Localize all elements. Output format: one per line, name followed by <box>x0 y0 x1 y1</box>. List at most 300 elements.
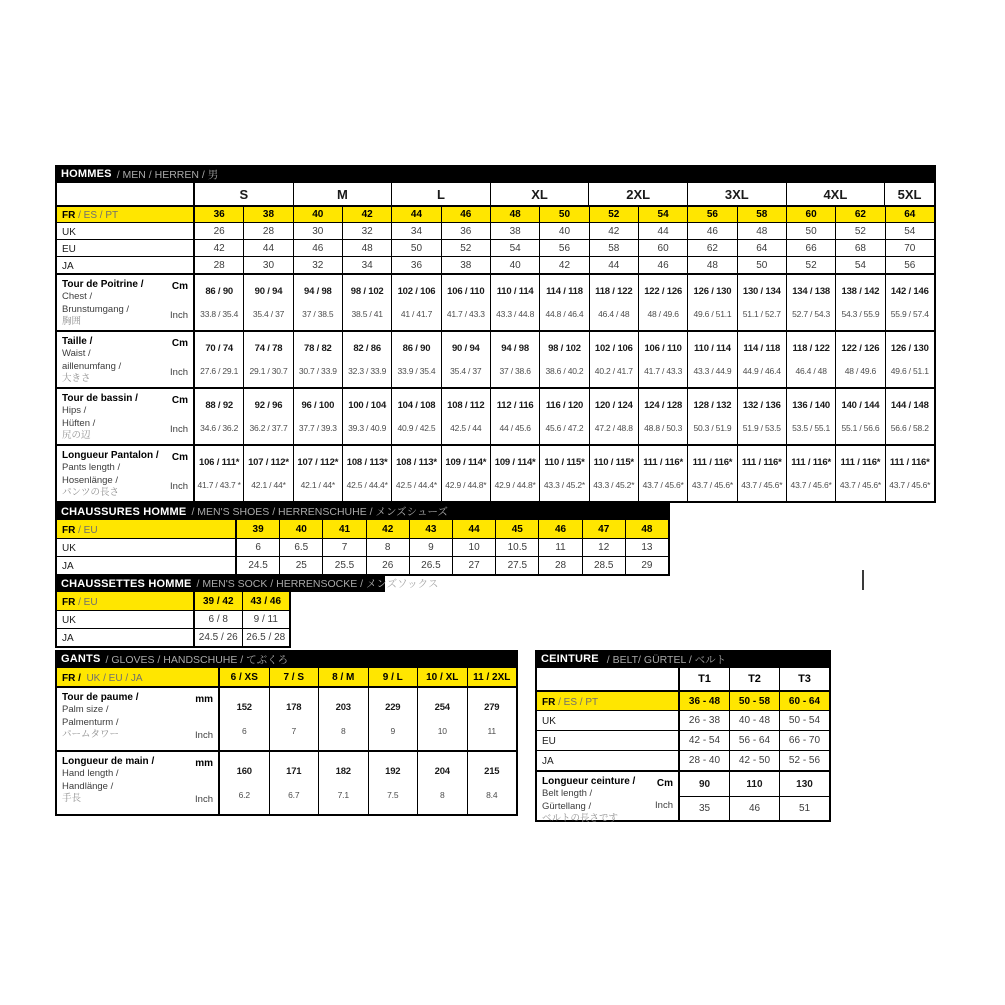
belt-t-row-spacer <box>537 668 680 690</box>
gloves-table <box>55 650 518 816</box>
gloves-measurement-label-line: Tour de paume / <box>62 692 139 703</box>
men-ja-value: 32 <box>293 257 342 273</box>
gloves-size-value: 10 / XL <box>417 668 467 686</box>
men-fr-label-secondary: / ES / PT <box>75 210 119 221</box>
unit-inch-label: Inch <box>170 367 188 378</box>
inch-value: 43.3 / 45.2* <box>543 479 585 490</box>
inch-value: 46.4 / 48 <box>598 308 630 319</box>
unit-cm-label: Cm <box>656 778 673 789</box>
men-header-subtitle: / MEN / HERREN / 男 <box>116 168 219 181</box>
belt-fr-label-secondary: / ES / PT <box>555 696 599 708</box>
cm-value: 111 / 116* <box>692 457 733 469</box>
gloves-measurement-cell <box>467 752 517 814</box>
cm-value: 132 / 136 <box>742 400 781 412</box>
men-measurement-label <box>57 446 195 501</box>
belt-uk-row <box>537 710 829 730</box>
socks-grid <box>55 592 291 648</box>
mm-value: 254 <box>434 701 450 713</box>
men-measurement-cell <box>786 275 835 330</box>
men-measurement-cell <box>638 389 687 444</box>
unit-inch-label: Inch <box>170 310 188 321</box>
inch-value: 44.9 / 46.4 <box>742 365 781 376</box>
cm-value: 116 / 120 <box>545 400 584 412</box>
gloves-measurement-cell <box>368 688 418 750</box>
inch-value: 42.5 / 44.4* <box>346 479 388 490</box>
men-measurement-cell <box>539 275 588 330</box>
belt-header-bar <box>535 650 831 668</box>
gloves-size-value: 6 / XS <box>230 671 258 683</box>
men-measurement-cell <box>885 389 934 444</box>
belt-header-subtitle: / BELT/ GÜRTEL / ベルト <box>603 653 727 666</box>
shoes-fr-value: 47 <box>582 520 625 538</box>
gloves-header-subtitle: / GLOVES / HANDSCHUHE / てぶくろ <box>105 653 289 666</box>
inch-value: 33.8 / 35.4 <box>200 308 239 319</box>
socks-fr-row <box>57 592 289 610</box>
belt-fr-value: 36 - 48 <box>688 695 721 707</box>
gloves-measurement-row <box>57 750 516 814</box>
men-measurement-cell <box>441 332 490 387</box>
men-measurement-row <box>57 444 934 501</box>
inch-value: 41 / 41.7 <box>400 308 433 319</box>
cm-value: 92 / 96 <box>254 400 283 412</box>
men-measurement-cell <box>835 389 884 444</box>
gloves-measurement-cell <box>368 752 418 814</box>
socks-uk-value: 6 / 8 <box>208 614 228 625</box>
men-uk-row <box>57 222 934 239</box>
shoes-ja-value: 26 <box>366 557 409 574</box>
belt-table <box>535 650 831 822</box>
shoes-fr-label <box>57 520 237 538</box>
socks-ja-value: 24.5 / 26 <box>198 632 238 643</box>
men-measurement-label-line: Pants length / <box>62 462 121 473</box>
shoes-uk-value: 13 <box>625 539 668 556</box>
inch-value: 27.6 / 29.1 <box>200 365 239 376</box>
inch-value: 39.3 / 40.9 <box>348 422 387 433</box>
belt-length-cm-value: 90 <box>680 772 729 797</box>
men-measurement-cell <box>195 389 243 444</box>
men-fr-label-primary: FR <box>62 210 76 221</box>
mm-value: 178 <box>286 701 302 713</box>
socks-fr-label-secondary: / EU <box>75 596 98 608</box>
men-uk-value: 48 <box>737 223 786 239</box>
men-eu-value: 52 <box>441 240 490 256</box>
gloves-measurement-cell <box>467 688 517 750</box>
cm-value: 109 / 114* <box>494 457 536 469</box>
inch-value: 9 <box>390 726 396 737</box>
belt-length-inch-value: 51 <box>798 803 811 814</box>
inch-value: 51.9 / 53.5 <box>742 422 781 433</box>
shoes-uk-value: 12 <box>582 539 625 556</box>
cm-value: 94 / 98 <box>303 286 332 298</box>
men-measurement-cell <box>293 446 342 501</box>
unit-cm-label: Cm <box>171 452 188 463</box>
cm-value: 104 / 108 <box>397 400 436 412</box>
men-ja-value: 50 <box>737 257 786 273</box>
shoes-fr-value: 46 <box>538 520 581 538</box>
gloves-size-row <box>57 668 516 686</box>
men-measurement-label-line: 胸囲 <box>62 316 82 327</box>
inch-value: 38.6 / 40.2 <box>545 365 584 376</box>
cm-value: 120 / 124 <box>594 400 633 412</box>
cm-value: 111 / 116* <box>840 457 881 469</box>
shoes-ja-value: 25.5 <box>322 557 365 574</box>
socks-fr-value: 39 / 42 <box>202 595 234 607</box>
men-fr-value: 42 <box>342 207 391 222</box>
inch-value: 43.3 / 45.2* <box>593 479 635 490</box>
cm-value: 111 / 116* <box>889 457 930 469</box>
cm-value: 110 / 115* <box>593 457 634 469</box>
men-fr-value: 58 <box>737 207 786 222</box>
cm-value: 128 / 132 <box>693 400 732 412</box>
cm-value: 90 / 94 <box>254 286 283 298</box>
men-measurement-cell <box>687 389 736 444</box>
belt-length-inch-value: 46 <box>748 803 761 814</box>
unit-cm-label: Cm <box>171 281 188 292</box>
cm-value: 106 / 110 <box>447 286 485 298</box>
men-size-group-cell: 2XL <box>588 183 687 205</box>
gloves-measurement-row <box>57 686 516 750</box>
men-eu-value: 62 <box>687 240 736 256</box>
shoes-fr-value: 39 <box>252 523 264 535</box>
men-measurement-cell <box>391 389 440 444</box>
men-measurement-label <box>57 275 195 330</box>
belt-ja-label: JA <box>537 751 680 770</box>
belt-eu-value: 56 - 64 <box>729 731 779 750</box>
men-eu-value: 46 <box>293 240 342 256</box>
socks-uk-row <box>57 610 289 628</box>
men-measurement-cell <box>243 446 292 501</box>
mm-value: 182 <box>335 765 351 777</box>
men-ja-value: 48 <box>687 257 736 273</box>
shoes-ja-row <box>57 556 668 574</box>
men-fr-value: 36 <box>213 209 225 220</box>
shoes-ja-value: 28.5 <box>582 557 625 574</box>
inch-value: 6.2 <box>238 790 250 801</box>
shoes-uk-label: UK <box>57 539 237 556</box>
men-ja-value: 38 <box>441 257 490 273</box>
inch-value: 43.7 / 45.6* <box>790 479 832 490</box>
mm-value: 229 <box>385 701 401 713</box>
cm-value: 102 / 106 <box>397 286 436 298</box>
men-uk-value: 44 <box>638 223 687 239</box>
men-measurement-label-line: Hüften / <box>62 417 96 429</box>
inch-value: 11 <box>487 726 496 737</box>
socks-header-subtitle: / MEN'S SOCK / HERRENSOCKE / メンズソックス <box>196 578 439 590</box>
men-measurement-cell <box>835 275 884 330</box>
men-uk-value: 38 <box>490 223 539 239</box>
belt-length-label <box>537 772 680 824</box>
inch-value: 43.3 / 44.8 <box>496 308 535 319</box>
gloves-measurement-cell <box>417 688 467 750</box>
shoes-header-title: CHAUSSURES HOMME <box>61 505 187 518</box>
gloves-measurement-cell <box>269 688 319 750</box>
men-measurement-cell <box>638 332 687 387</box>
inch-value: 41.7 / 43.7 * <box>197 479 241 490</box>
men-ja-value: 46 <box>638 257 687 273</box>
men-measurement-row <box>57 330 934 387</box>
shoes-ja-label: JA <box>57 557 237 574</box>
gloves-measurements <box>57 686 516 814</box>
cm-value: 140 / 144 <box>841 400 880 412</box>
men-eu-value: 50 <box>391 240 440 256</box>
men-measurement-cell <box>589 389 638 444</box>
inch-value: 42.9 / 44.8* <box>494 479 536 490</box>
cm-value: 126 / 130 <box>890 343 929 355</box>
men-measurement-cell <box>539 389 588 444</box>
cm-value: 122 / 126 <box>644 286 683 298</box>
men-measurement-cell <box>490 332 539 387</box>
cm-value: 88 / 92 <box>205 400 233 412</box>
cm-value: 110 / 115* <box>544 457 585 469</box>
inch-value: 52.7 / 54.3 <box>792 308 831 319</box>
inch-value: 42.1 / 44* <box>300 479 336 490</box>
men-fr-value: 64 <box>885 207 934 222</box>
gloves-measurement-label <box>57 752 220 814</box>
inch-value: 55.1 / 56.6 <box>841 422 880 433</box>
shoes-ja-value: 28 <box>538 557 581 574</box>
belt-length-label-line: Belt length / <box>542 788 593 799</box>
mm-value: 160 <box>236 765 252 777</box>
shoes-fr-value: 43 <box>409 520 452 538</box>
men-fr-label <box>57 207 195 222</box>
inch-value: 42.5 / 44.4* <box>395 479 438 490</box>
men-measurement-cell <box>589 332 638 387</box>
men-fr-value: 56 <box>687 207 736 222</box>
unit-inch-label: Inch <box>170 481 188 492</box>
inch-value: 37.7 / 39.3 <box>298 422 337 433</box>
mm-value: 204 <box>434 765 450 777</box>
belt-length-label-line: Gürtellang / <box>542 800 592 812</box>
men-measurement-label-line: Hosenlänge / <box>62 474 118 486</box>
men-measurement-cell <box>342 389 391 444</box>
men-measurement-label-line: Brunstumgang / <box>62 303 130 315</box>
cm-value: 108 / 113* <box>396 457 437 469</box>
inch-value: 44 / 45.6 <box>499 422 531 433</box>
inch-value: 37 / 38.6 <box>499 365 531 376</box>
gloves-measurement-label-line: 手長 <box>62 793 82 804</box>
men-ja-value: 52 <box>786 257 835 273</box>
cm-value: 124 / 128 <box>644 400 683 412</box>
inch-value: 10 <box>437 726 447 737</box>
shoes-ja-value: 26.5 <box>409 557 452 574</box>
inch-value: 48 / 49.6 <box>844 365 877 376</box>
shoes-uk-value: 9 <box>409 539 452 556</box>
men-measurement-cell <box>589 446 638 501</box>
cm-value: 122 / 126 <box>841 343 880 355</box>
men-measurement-cell <box>391 275 440 330</box>
men-measurement-cell <box>737 446 786 501</box>
men-measurement-cell <box>342 332 391 387</box>
men-measurement-cell <box>243 389 292 444</box>
inch-value: 43.7 / 45.6* <box>889 479 931 490</box>
belt-length-inch-value: 35 <box>698 803 711 814</box>
cm-value: 118 / 122 <box>792 343 830 355</box>
men-measurement-label-line: Hips / <box>62 405 87 416</box>
inch-value: 56.6 / 58.2 <box>890 422 929 433</box>
men-ja-value: 34 <box>342 257 391 273</box>
mm-value: 171 <box>286 765 302 777</box>
belt-ja-value: 52 - 56 <box>779 751 829 770</box>
men-fr-value: 46 <box>441 207 490 222</box>
men-measurement-row <box>57 387 934 444</box>
cm-value: 100 / 104 <box>348 400 387 412</box>
inch-value: 37 / 38.5 <box>302 308 334 319</box>
inch-value: 7.1 <box>337 790 349 801</box>
men-ja-value: 30 <box>243 257 292 273</box>
men-size-group-cell: 3XL <box>687 183 786 205</box>
mm-value: 215 <box>484 765 500 777</box>
men-measurement-cell <box>441 446 490 501</box>
men-grid <box>55 183 936 503</box>
men-measurement-cell <box>243 332 292 387</box>
men-measurement-cell <box>342 275 391 330</box>
shoes-fr-value: 44 <box>452 520 495 538</box>
gloves-measurement-label-line: Longueur de main / <box>62 756 155 767</box>
inch-value: 42.9 / 44.8* <box>445 479 487 490</box>
gloves-size-label <box>57 668 220 686</box>
men-measurement-cell <box>293 275 342 330</box>
gloves-measurement-label-line: Hand length / <box>62 768 119 779</box>
men-measurement-label-line: Waist / <box>62 348 91 359</box>
cm-value: 110 / 114 <box>694 343 731 355</box>
cm-value: 111 / 116* <box>741 457 782 469</box>
men-measurement-cell <box>490 446 539 501</box>
inch-value: 36.2 / 37.7 <box>249 422 288 433</box>
belt-ja-value: 28 - 40 <box>688 755 721 766</box>
men-sizes-table <box>55 165 936 503</box>
men-uk-value: 54 <box>885 223 934 239</box>
men-uk-value: 32 <box>342 223 391 239</box>
men-ja-label: JA <box>57 257 195 273</box>
men-fr-value: 38 <box>243 207 292 222</box>
shoes-header-subtitle: / MEN'S SHOES / HERRENSCHUHE / メンズシューズ <box>191 506 448 518</box>
men-measurement-cell <box>293 389 342 444</box>
men-measurement-cell <box>391 332 440 387</box>
inch-value: 43.7 / 45.6* <box>691 479 733 490</box>
belt-length-cell <box>680 772 729 820</box>
socks-fr-label-primary: FR <box>62 596 76 608</box>
men-measurement-cell <box>786 332 835 387</box>
men-uk-label: UK <box>57 223 195 239</box>
men-measurement-cell <box>737 332 786 387</box>
shoes-uk-row <box>57 538 668 556</box>
men-ja-value: 42 <box>539 257 588 273</box>
men-ja-row <box>57 256 934 273</box>
inch-value: 47.2 / 48.8 <box>594 422 633 433</box>
unit-inch-label: Inch <box>170 424 188 435</box>
inch-value: 41.7 / 43.3 <box>446 308 485 319</box>
cm-value: 108 / 113* <box>346 457 388 469</box>
shoes-fr-value: 48 <box>625 520 668 538</box>
men-fr-value: 60 <box>786 207 835 222</box>
belt-t-row <box>537 668 829 690</box>
shoes-fr-value: 42 <box>366 520 409 538</box>
men-size-row-spacer <box>57 183 195 205</box>
unit-inch-label: Inch <box>195 794 213 805</box>
cm-value: 130 / 134 <box>742 286 781 298</box>
unit-inch-label: Inch <box>655 800 673 811</box>
cm-value: 106 / 111* <box>199 457 240 469</box>
men-measurement-cell <box>885 332 934 387</box>
inch-value: 49.6 / 51.1 <box>890 365 929 376</box>
belt-fr-label <box>537 692 680 710</box>
belt-uk-value: 40 - 48 <box>729 711 779 730</box>
men-measurement-cell <box>539 446 588 501</box>
inch-value: 43.7 / 45.6* <box>642 479 684 490</box>
men-ja-value: 54 <box>835 257 884 273</box>
men-eu-value: 68 <box>835 240 884 256</box>
shoes-fr-row <box>57 520 668 538</box>
men-eu-value: 42 <box>213 242 225 254</box>
socks-ja-row <box>57 628 289 646</box>
gloves-measurement-cell <box>318 752 368 814</box>
men-ja-value: 44 <box>589 257 638 273</box>
belt-length-group <box>537 770 829 824</box>
shoes-ja-value: 27.5 <box>495 557 538 574</box>
inch-value: 34.6 / 36.2 <box>200 422 239 433</box>
belt-ja-row <box>537 750 829 770</box>
cm-value: 107 / 112* <box>248 457 289 469</box>
men-measurement-cell <box>737 389 786 444</box>
cm-value: 109 / 114* <box>445 457 487 469</box>
inch-value: 8 <box>439 790 445 801</box>
belt-length-label-line: ベルトの長さです <box>542 813 619 824</box>
belt-t-cell: T2 <box>729 668 779 690</box>
men-eu-value: 60 <box>638 240 687 256</box>
inch-value: 48 / 49.6 <box>647 308 679 319</box>
socks-uk-label: UK <box>57 611 195 628</box>
gloves-measurement-label-line: Handlänge / <box>62 780 114 792</box>
cm-value: 134 / 138 <box>792 286 831 298</box>
men-size-group-cell: S <box>239 186 249 202</box>
inch-value: 49.6 / 51.1 <box>693 308 732 319</box>
men-fr-value: 54 <box>638 207 687 222</box>
gloves-grid <box>55 668 518 816</box>
men-measurement-cell <box>786 446 835 501</box>
men-eu-value: 64 <box>737 240 786 256</box>
belt-uk-label: UK <box>537 711 680 730</box>
men-measurement-cell <box>441 389 490 444</box>
men-fr-value: 50 <box>539 207 588 222</box>
men-ja-value: 56 <box>885 257 934 273</box>
men-uk-value: 52 <box>835 223 884 239</box>
cm-value: 98 / 102 <box>548 343 581 355</box>
men-eu-row <box>57 239 934 256</box>
inch-value: 35.4 / 37 <box>450 365 482 376</box>
men-eu-value: 70 <box>885 240 934 256</box>
men-header-title: HOMMES <box>61 168 112 180</box>
mm-value: 152 <box>236 701 252 713</box>
men-measurement-cell <box>786 389 835 444</box>
cm-value: 112 / 116 <box>496 400 534 412</box>
gloves-size-value: 8 / M <box>318 668 368 686</box>
cm-value: 138 / 142 <box>841 286 880 298</box>
inch-value: 8.4 <box>486 790 498 801</box>
inch-value: 43.7 / 45.6* <box>839 479 881 490</box>
cm-value: 74 / 78 <box>254 343 283 355</box>
cm-value: 142 / 146 <box>890 286 929 298</box>
cm-value: 114 / 118 <box>743 343 781 355</box>
men-uk-value: 36 <box>441 223 490 239</box>
inch-value: 50.3 / 51.9 <box>693 422 732 433</box>
men-measurement-cell <box>539 332 588 387</box>
men-eu-value: 56 <box>539 240 588 256</box>
mm-value: 203 <box>335 701 351 713</box>
inch-value: 8 <box>340 726 346 737</box>
mm-value: 279 <box>484 701 500 713</box>
men-measurement-label <box>57 389 195 444</box>
belt-length-label-line: Longueur ceinture / <box>542 776 636 787</box>
